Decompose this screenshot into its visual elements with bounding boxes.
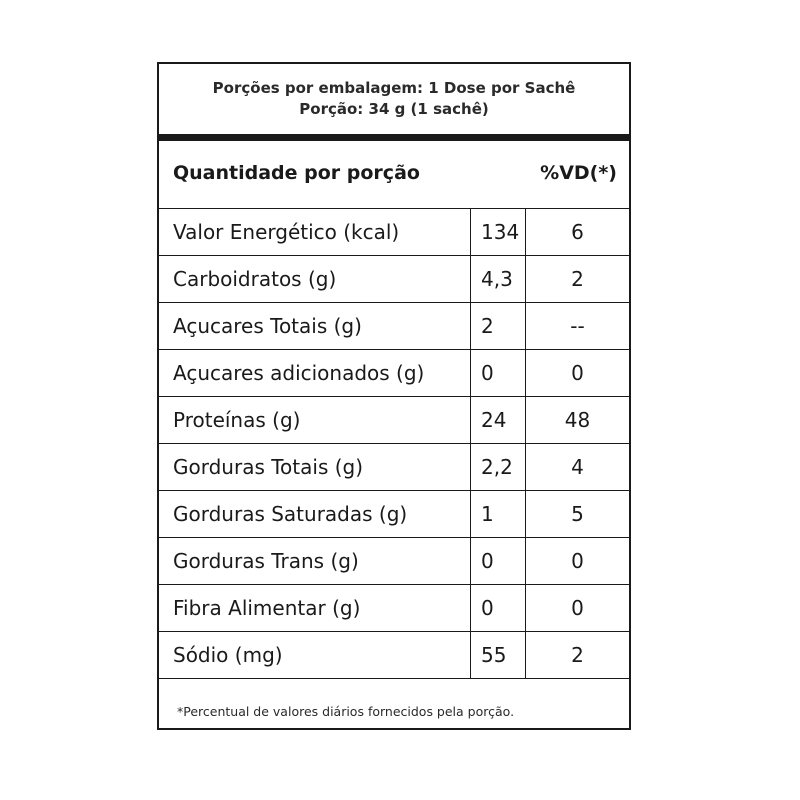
nutrient-amount: 0 bbox=[470, 585, 525, 631]
nutrient-daily-value: 2 bbox=[525, 632, 629, 678]
nutrient-daily-value: 0 bbox=[525, 585, 629, 631]
nutrient-name: Carboidratos (g) bbox=[173, 267, 337, 291]
nutrient-name: Açucares Totais (g) bbox=[173, 314, 362, 338]
nutrient-amount: 2 bbox=[470, 303, 525, 349]
nutrient-name: Gorduras Trans (g) bbox=[173, 549, 359, 573]
nutrient-daily-value: 0 bbox=[525, 350, 629, 396]
table-row bbox=[159, 397, 629, 444]
nutrient-daily-value: 5 bbox=[525, 491, 629, 537]
nutrient-name: Proteínas (g) bbox=[173, 408, 301, 432]
nutrient-name: Gorduras Totais (g) bbox=[173, 455, 364, 479]
table-row bbox=[159, 256, 629, 303]
label-header bbox=[159, 64, 629, 134]
table-row bbox=[159, 209, 629, 256]
nutrient-daily-value: 6 bbox=[525, 209, 629, 255]
nutrient-daily-value: -- bbox=[525, 303, 629, 349]
daily-value-heading: %VD(*) bbox=[540, 162, 617, 184]
nutrient-name: Fibra Alimentar (g) bbox=[173, 596, 361, 620]
quantity-per-serving-heading: Quantidade por porção bbox=[173, 162, 420, 184]
thick-divider bbox=[159, 134, 629, 141]
nutrient-name: Valor Energético (kcal) bbox=[173, 220, 400, 244]
serving-size: Porção: 34 g (1 sachê) bbox=[299, 100, 489, 118]
nutrient-rows bbox=[159, 209, 629, 679]
nutrient-amount: 4,3 bbox=[470, 256, 525, 302]
nutrient-amount: 55 bbox=[470, 632, 525, 678]
nutrient-amount: 24 bbox=[470, 397, 525, 443]
nutrient-name: Açucares adicionados (g) bbox=[173, 361, 425, 385]
nutrient-amount: 0 bbox=[470, 350, 525, 396]
nutrient-daily-value: 4 bbox=[525, 444, 629, 490]
nutrition-facts-label bbox=[157, 62, 631, 730]
nutrient-amount: 134 bbox=[470, 209, 525, 255]
table-row bbox=[159, 444, 629, 491]
table-row bbox=[159, 491, 629, 538]
table-row bbox=[159, 303, 629, 350]
nutrient-name: Sódio (mg) bbox=[173, 643, 283, 667]
nutrient-daily-value: 48 bbox=[525, 397, 629, 443]
nutrient-amount: 1 bbox=[470, 491, 525, 537]
nutrient-amount: 0 bbox=[470, 538, 525, 584]
table-row bbox=[159, 585, 629, 632]
nutrient-amount: 2,2 bbox=[470, 444, 525, 490]
table-row bbox=[159, 350, 629, 397]
nutrient-daily-value: 2 bbox=[525, 256, 629, 302]
table-header bbox=[159, 141, 629, 209]
table-row bbox=[159, 538, 629, 585]
table-row bbox=[159, 632, 629, 679]
footnote: *Percentual de valores diários fornecidos pela porção. bbox=[177, 704, 515, 719]
nutrient-daily-value: 0 bbox=[525, 538, 629, 584]
servings-per-package: Porções por embalagem: 1 Dose por Sachê bbox=[212, 79, 576, 97]
nutrient-name: Gorduras Saturadas (g) bbox=[173, 502, 408, 526]
